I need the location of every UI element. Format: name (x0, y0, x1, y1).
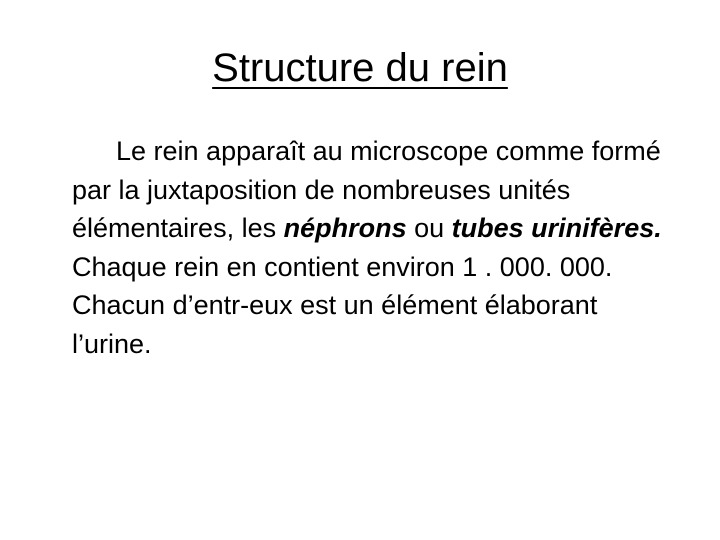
paragraph-text-1: Le rein apparaît au microscope comme formé par la juxtaposition de nombreuses unités élémentaires, les (72, 136, 661, 243)
term-tubes-uriniferes: tubes urinifères. (451, 213, 662, 243)
body-paragraph (72, 132, 682, 363)
paragraph-text-2: ou (406, 213, 452, 243)
paragraph-text-3: Chaque rein en contient environ 1 . 000. 000. Chacun d’entr-eux est un élément élaborant l’urine. (72, 251, 613, 359)
term-nephrons: néphrons (283, 213, 407, 243)
slide-title-text: Structure du rein (212, 46, 508, 90)
slide-title (0, 44, 720, 92)
